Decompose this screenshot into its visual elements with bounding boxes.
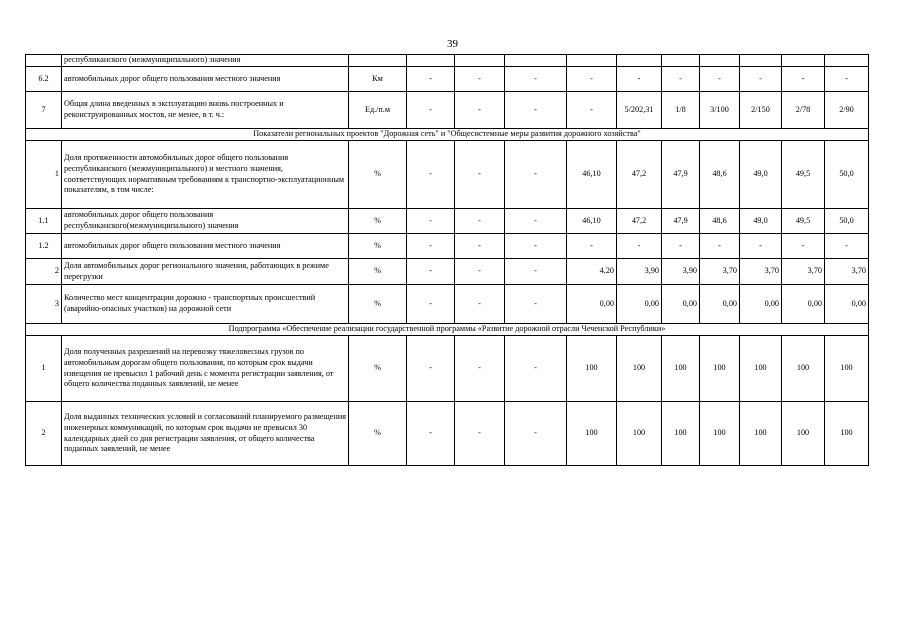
cell: 49,5 [782, 209, 825, 234]
row-number: 3 [26, 285, 62, 324]
row-unit: % [349, 234, 407, 259]
row-unit: % [349, 259, 407, 285]
row-number: 1.2 [26, 234, 62, 259]
row-desc: Доля автомобильных дорог регионального значения, работающих в режиме перегрузки [62, 259, 349, 285]
cell: 100 [662, 402, 700, 466]
cell: 3/100 [700, 92, 740, 129]
cell: 3,70 [782, 259, 825, 285]
cell: 3,90 [617, 259, 662, 285]
table-row [26, 285, 869, 324]
cell: 50,0 [825, 209, 869, 234]
cell: - [505, 92, 567, 129]
cell: 3,90 [662, 259, 700, 285]
cell: - [505, 141, 567, 209]
table-row [26, 67, 869, 92]
cell: 0,00 [782, 285, 825, 324]
cell: - [567, 234, 617, 259]
cell: - [505, 234, 567, 259]
row-desc: Количество мест концентрации дорожно - транспортных происшествий (аварийно-опасных участков) на дорожной сети [62, 285, 349, 324]
cell: 100 [782, 336, 825, 402]
cell: - [567, 92, 617, 129]
cell: - [662, 234, 700, 259]
cell: 2/150 [740, 92, 782, 129]
cell: 100 [662, 336, 700, 402]
row-number: 7 [26, 92, 62, 129]
row-unit: % [349, 285, 407, 324]
cell: 100 [700, 336, 740, 402]
cell: - [455, 67, 505, 92]
cell: - [407, 402, 455, 466]
row-desc: автомобильных дорог общего пользования местного значения [62, 234, 349, 259]
row-desc: Доля полученных разрешений на перевозку тяжеловесных грузов по автомобильным дорогам общего пользования, по которым срок выдачи извещения не превысил 1 рабочий день с момента регистрации заявления, от общего количества поданных заявлений, не менее [62, 336, 349, 402]
cell: - [455, 92, 505, 129]
cell: 100 [700, 402, 740, 466]
cell: - [455, 402, 505, 466]
cell: 47,2 [617, 141, 662, 209]
cell: 49,5 [782, 141, 825, 209]
cell: 2/90 [825, 92, 869, 129]
cell: 0,00 [617, 285, 662, 324]
cell: 0,00 [740, 285, 782, 324]
indicators-table [25, 54, 869, 466]
cell: 100 [567, 336, 617, 402]
cell: 3,70 [740, 259, 782, 285]
row-desc: Доля протяженности автомобильных дорог общего пользования республиканского (межмуниципального) и местного значения, соответствующих нормативным требованиям к транспортно-эксплуатационным показателям, в том числе: [62, 141, 349, 209]
cell: 0,00 [825, 285, 869, 324]
table-row [26, 92, 869, 129]
cell: - [455, 285, 505, 324]
cell: 48,6 [700, 209, 740, 234]
cell: - [662, 67, 700, 92]
cell: - [455, 234, 505, 259]
table-row [26, 55, 869, 67]
row-number: 2 [26, 402, 62, 466]
cell: - [782, 67, 825, 92]
cell: - [407, 209, 455, 234]
cell: 100 [567, 402, 617, 466]
cell: 0,00 [567, 285, 617, 324]
cell: 47,2 [617, 209, 662, 234]
cell: - [700, 67, 740, 92]
row-unit: % [349, 402, 407, 466]
row-number: 6.2 [26, 67, 62, 92]
row-desc: Общая длина введенных в эксплуатацию вновь построенных и реконструированных мостов, не менее, в т. ч.: [62, 92, 349, 129]
cell: 100 [825, 336, 869, 402]
cell: 100 [617, 402, 662, 466]
row-desc: автомобильных дорог общего пользования местного значения [62, 67, 349, 92]
cell: 47,9 [662, 141, 700, 209]
page-number: 39 [447, 38, 458, 50]
row-unit: Ед./п.м [349, 92, 407, 129]
row-unit: % [349, 336, 407, 402]
cell: - [617, 67, 662, 92]
cell: - [505, 259, 567, 285]
cell: - [455, 259, 505, 285]
cell: - [407, 92, 455, 129]
cell: - [407, 336, 455, 402]
row-desc: Доля выданных технических условий и согласований планируемого размещения инженерных коммуникаций, по которым срок выдачи не превысил 30 календарных дней со дня регистрации заявления, от общего количества поданных заявлений, не менее [62, 402, 349, 466]
row-number: 1.1 [26, 209, 62, 234]
cell: 3,70 [825, 259, 869, 285]
cell: - [505, 285, 567, 324]
row-unit: Км [349, 67, 407, 92]
cell: 47,9 [662, 209, 700, 234]
cell: - [825, 67, 869, 92]
cell: 46,10 [567, 209, 617, 234]
cell: 4,20 [567, 259, 617, 285]
table-row [26, 209, 869, 234]
row-desc: республиканского (межмуниципального) значения [62, 55, 349, 67]
cell: 48,6 [700, 141, 740, 209]
cell: - [617, 234, 662, 259]
section-row [26, 324, 869, 336]
cell: - [407, 285, 455, 324]
cell: - [407, 234, 455, 259]
section-row [26, 129, 869, 141]
cell: - [505, 336, 567, 402]
cell: 46,10 [567, 141, 617, 209]
row-number: 1 [26, 336, 62, 402]
cell: - [407, 67, 455, 92]
cell: - [700, 234, 740, 259]
cell: 100 [782, 402, 825, 466]
cell: 49,0 [740, 209, 782, 234]
cell: - [567, 67, 617, 92]
table-row [26, 141, 869, 209]
row-desc: автомобильных дорог общего пользования республиканского(межмуниципального) значения [62, 209, 349, 234]
cell: - [455, 336, 505, 402]
cell: - [455, 141, 505, 209]
cell: 1/8 [662, 92, 700, 129]
cell: 100 [825, 402, 869, 466]
cell: 5/202,31 [617, 92, 662, 129]
cell: 100 [740, 402, 782, 466]
section-title: Подпрограмма «Обеспечение реализации государственной программы «Развитие дорожной отрасли Чеченской Республики» [26, 324, 869, 336]
cell: 50,0 [825, 141, 869, 209]
cell: - [782, 234, 825, 259]
table-row [26, 259, 869, 285]
cell: 3,70 [700, 259, 740, 285]
cell: - [740, 67, 782, 92]
cell: - [407, 259, 455, 285]
cell: 0,00 [700, 285, 740, 324]
cell: - [740, 234, 782, 259]
cell: 49,0 [740, 141, 782, 209]
row-number: 2 [26, 259, 62, 285]
cell: - [505, 67, 567, 92]
table-row [26, 402, 869, 466]
cell: - [455, 209, 505, 234]
cell: 100 [617, 336, 662, 402]
cell: - [505, 209, 567, 234]
cell: - [825, 234, 869, 259]
cell: - [407, 141, 455, 209]
row-number: 1 [26, 141, 62, 209]
table-row [26, 234, 869, 259]
cell: 100 [740, 336, 782, 402]
section-title: Показатели региональных проектов "Дорожная сеть" и "Общесистемные меры развития дорожного хозяйства" [26, 129, 869, 141]
row-unit: % [349, 209, 407, 234]
cell: 0,00 [662, 285, 700, 324]
table-row [26, 336, 869, 402]
cell: 2/78 [782, 92, 825, 129]
row-unit: % [349, 141, 407, 209]
cell: - [505, 402, 567, 466]
